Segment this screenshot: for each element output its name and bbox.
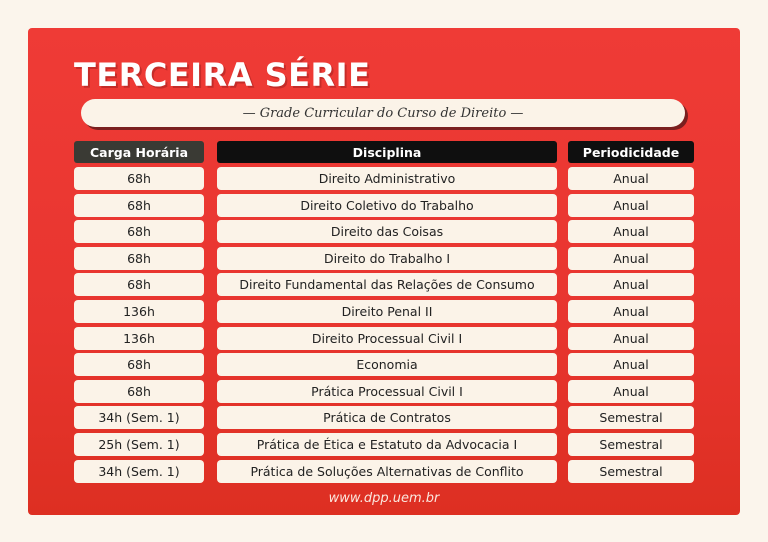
carga-horaria-cell: 68h	[74, 353, 204, 376]
periodicidade-cell: Semestral	[568, 460, 694, 483]
periodicidade-cell: Anual	[568, 300, 694, 323]
periodicidade-cell: Anual	[568, 327, 694, 350]
disciplina-cell: Direito Fundamental das Relações de Consumo	[217, 273, 557, 296]
carga-horaria-cell: 68h	[74, 220, 204, 243]
disciplina-cell: Direito das Coisas	[217, 220, 557, 243]
periodicidade-cell: Anual	[568, 273, 694, 296]
disciplina-cell: Direito Processual Civil I	[217, 327, 557, 350]
carga-horaria-cell: 34h (Sem. 1)	[74, 406, 204, 429]
carga-horaria-cell: 34h (Sem. 1)	[74, 460, 204, 483]
disciplina-cell: Prática Processual Civil I	[217, 380, 557, 403]
carga-horaria-cell: 136h	[74, 300, 204, 323]
periodicidade-cell: Semestral	[568, 406, 694, 429]
disciplina-cell: Prática de Contratos	[217, 406, 557, 429]
periodicidade-cell: Anual	[568, 247, 694, 270]
header-carga-horaria: Carga Horária	[74, 141, 204, 163]
carga-horaria-cell: 68h	[74, 167, 204, 190]
carga-horaria-cell: 136h	[74, 327, 204, 350]
disciplina-cell: Economia	[217, 353, 557, 376]
carga-horaria-cell: 68h	[74, 247, 204, 270]
periodicidade-cell: Semestral	[568, 433, 694, 456]
subtitle-text: — Grade Curricular do Curso de Direito —	[242, 105, 524, 121]
periodicidade-cell: Anual	[568, 220, 694, 243]
header-periodicidade: Periodicidade	[568, 141, 694, 163]
disciplina-cell: Prática de Ética e Estatuto da Advocacia I	[217, 433, 557, 456]
periodicidade-cell: Anual	[568, 194, 694, 217]
periodicidade-cell: Anual	[568, 380, 694, 403]
carga-horaria-cell: 68h	[74, 380, 204, 403]
disciplina-cell: Direito Penal II	[217, 300, 557, 323]
disciplina-cell: Direito do Trabalho I	[217, 247, 557, 270]
disciplina-cell: Prática de Soluções Alternativas de Conflito	[217, 460, 557, 483]
carga-horaria-cell: 68h	[74, 273, 204, 296]
page-title: TERCEIRA SÉRIE	[74, 56, 371, 94]
subtitle-banner	[81, 99, 685, 127]
periodicidade-cell: Anual	[568, 353, 694, 376]
carga-horaria-cell: 25h (Sem. 1)	[74, 433, 204, 456]
footer-website: www.dpp.uem.br	[328, 491, 440, 506]
disciplina-cell: Direito Coletivo do Trabalho	[217, 194, 557, 217]
periodicidade-cell: Anual	[568, 167, 694, 190]
carga-horaria-cell: 68h	[74, 194, 204, 217]
disciplina-cell: Direito Administrativo	[217, 167, 557, 190]
header-disciplina: Disciplina	[217, 141, 557, 163]
